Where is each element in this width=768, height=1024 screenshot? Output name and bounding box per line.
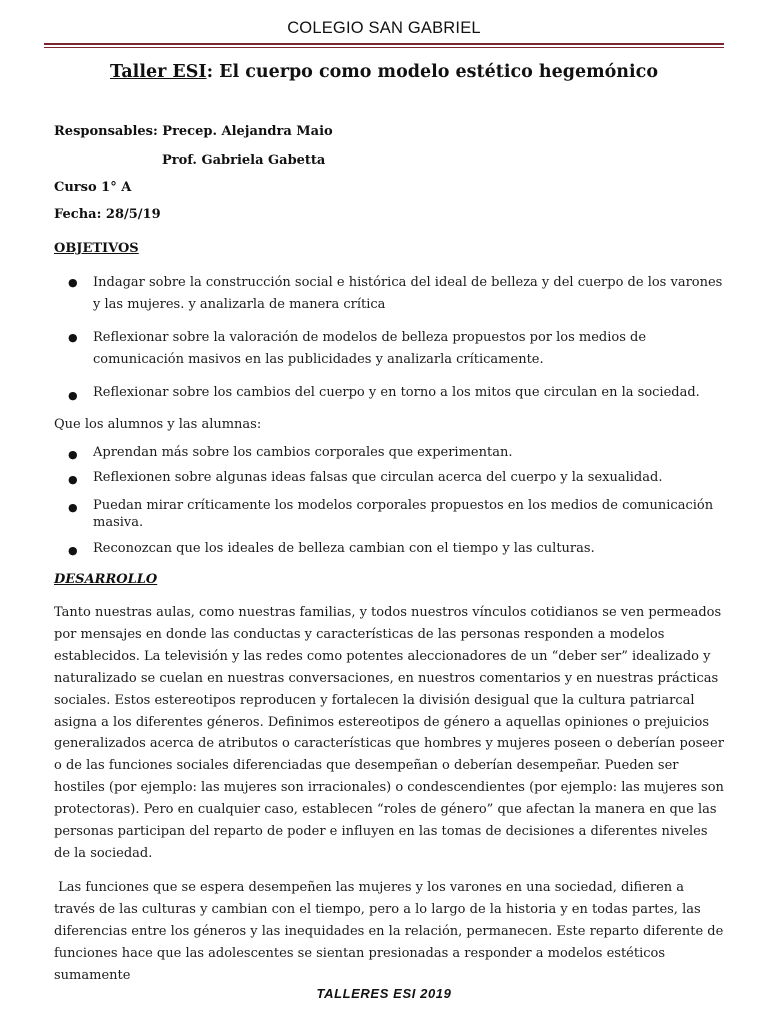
objetivo-item: Reflexionar sobre la valoración de modelos de belleza propuestos por los medios de comunicación masivos en las publicidades y analizarla críticamente. [93,330,647,367]
objetivo-item: Reflexionar sobre los cambios del cuerpo y en torno a los mitos que circulan en la sociedad. [93,385,700,400]
bullet-icon: ● [68,544,78,557]
bullet-icon: ● [68,389,78,402]
objetivos-heading: OBJETIVOS [54,241,139,256]
bullet-icon: ● [68,448,78,461]
objetivo-item: Indagar sobre la construcción social e histórica del ideal de belleza y del cuerpo de los varones y las mujeres. y analizarla de manera crítica [93,275,723,312]
bullet-icon: ● [68,276,78,289]
desarrollo-paragraph: Las funciones que se espera desempeñen las mujeres y los varones en una sociedad, difieren a través de las culturas y cambian con el tiempo, pero a lo largo de la historia y en todas partes, las diferencias entre los géneros y las inequidades en la relación, permanecen. Este reparto diferente de funciones hace que las adolescentes se sientan presionadas a responder a modelos estéticos sumamente [54,880,728,983]
page-footer: TALLERES ESI 2019 [316,986,452,1001]
alumnos-item: Reconozcan que los ideales de belleza cambian con el tiempo y las culturas. [93,541,595,556]
prof-line: Prof. Gabriela Gabetta [162,153,326,168]
alumnos-item: Aprendan más sobre los cambios corporales que experimentan. [93,445,513,460]
bullet-icon: ● [68,473,78,486]
alumnos-intro: Que los alumnos y las alumnas: [54,417,262,432]
fecha-line: Fecha: 28/5/19 [54,207,161,222]
alumnos-item: Reflexionen sobre algunas ideas falsas que circulan acerca del cuerpo y la sexualidad. [93,470,663,485]
bullet-icon: ● [68,331,78,344]
school-header: COLEGIO SAN GABRIEL [287,19,481,37]
title-rest: : El cuerpo como modelo estético hegemónico [206,62,658,82]
curso-line: Curso 1° A [54,180,132,195]
title-prefix: Taller ESI [109,62,207,82]
document-title [0,62,768,82]
responsables-line: Responsables: Precep. Alejandra Maio [54,124,333,139]
bullet-icon: ● [68,501,78,514]
desarrollo-paragraph: Tanto nuestras aulas, como nuestras familias, y todos nuestros vínculos cotidianos se ven permeados por mensajes en donde las conductas y características de las personas responden a modelos establecidos. La televisión y las redes como potentes aleccionadores de un “deber ser” idealizado y naturalizado se cuelan en nuestras conversaciones, en nuestros comentarios y en nuestras prácticas sociales. Estos estereotipos reproducen y fortalecen la división desigual que la cultura patriarcal asigna a los diferentes géneros. Definimos estereotipos de género a aquellas opiniones o prejuicios generalizados acerca de atributos o características que hombres y mujeres poseen o deberían poseer o de las funciones sociales diferenciadas que desempeñan o deberían desempeñar. Pueden ser hostiles (por ejemplo: las mujeres son irracionales) o condescendientes (por ejemplo: las mujeres son protectoras). Pero en cualquier caso, establecen “roles de género” que afectan la manera en que las personas participan del reparto de poder e influyen en las tomas de decisiones a diferentes niveles de la sociedad. [54,605,724,861]
desarrollo-heading: DESARROLLO [54,572,158,587]
header-divider [44,43,724,49]
alumnos-item: Puedan mirar críticamente los modelos corporales propuestos en los medios de comunicación masiva. [93,498,714,530]
